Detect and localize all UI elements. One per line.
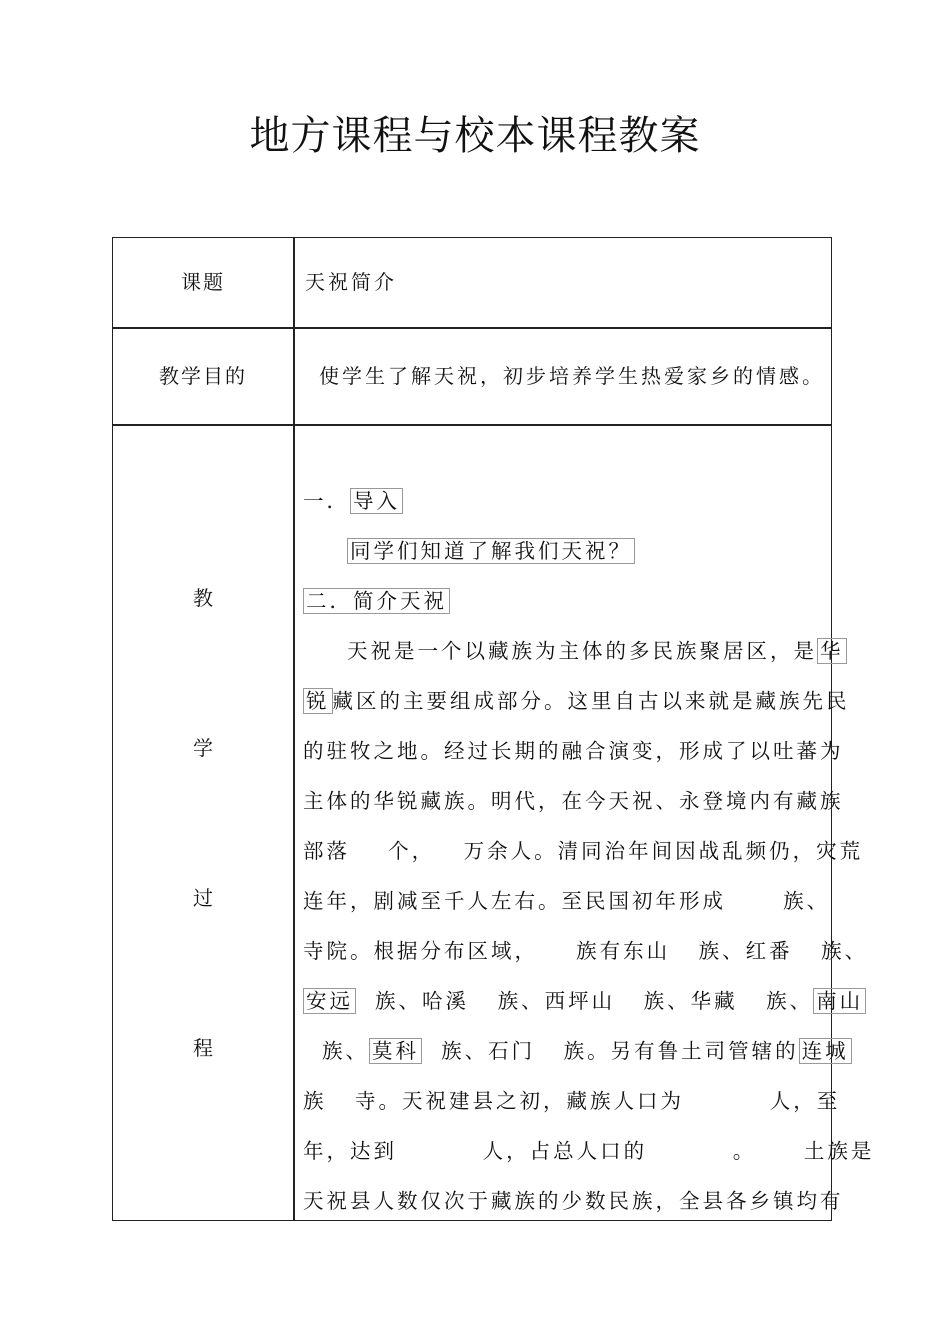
- process-label-char: 过: [193, 886, 213, 910]
- paragraph-line: 部落 个， 万余人。清同治年间因战乱频仍，灾荒: [303, 839, 864, 863]
- paragraph-line: 的驻牧之地。经过长期的融合演变，形成了以吐蕃为: [303, 739, 844, 763]
- document-title: 地方课程与校本课程教案: [249, 113, 701, 159]
- goal-label: 教学目的: [159, 364, 247, 388]
- paragraph-line: 天祝县人数仅次于藏族的少数民族，全县各乡镇均有: [303, 1189, 844, 1213]
- topic-value: 天祝简介: [305, 270, 397, 294]
- paragraph-line: 连年，剧减至千人左右。至民国初年形成 族、: [303, 889, 831, 913]
- lesson-plan-table: [112, 237, 875, 1221]
- paragraph-line: 安远 族、哈溪 族、西坪山 族、华藏 族、 南山: [303, 984, 866, 1014]
- process-label-char: 程: [193, 1036, 213, 1060]
- paragraph-line: 寺院。根据分布区域， 族有东山 族、红番 族、: [303, 939, 869, 963]
- row-divider: [113, 327, 831, 329]
- process-label-char: 教: [193, 586, 213, 610]
- process-label-char: 学: [193, 736, 213, 760]
- topic-label: 课题: [181, 270, 225, 294]
- heading-overview: 二．简介天祝: [303, 584, 450, 614]
- paragraph-line: 主体的华锐藏族。明代，在今天祝、永登境内有藏族: [303, 789, 844, 813]
- paragraph-line: 年，达到 人，占总人口的 。 土族是: [303, 1139, 875, 1163]
- goal-value: 使学生了解天祝，初步培养学生热爱家乡的情感。: [319, 364, 825, 388]
- intro-question: 同学们知道了解我们天祝？: [347, 534, 635, 564]
- paragraph-line: 族 寺。天祝建县之初，藏族人口为 人，至: [303, 1089, 841, 1113]
- paragraph-line: 锐 藏区的主要组成部分。这里自古以来就是藏族先民: [303, 684, 850, 714]
- paragraph-line: 天祝是一个以藏族为主体的多民族聚居区，是 华: [347, 634, 847, 664]
- column-divider: [293, 238, 295, 1220]
- row-divider: [113, 424, 831, 426]
- paragraph-line: 族、 莫科 族、石门 族。另有鲁土司管辖的 连城: [303, 1034, 852, 1064]
- heading-intro: 一． 导入: [303, 484, 403, 514]
